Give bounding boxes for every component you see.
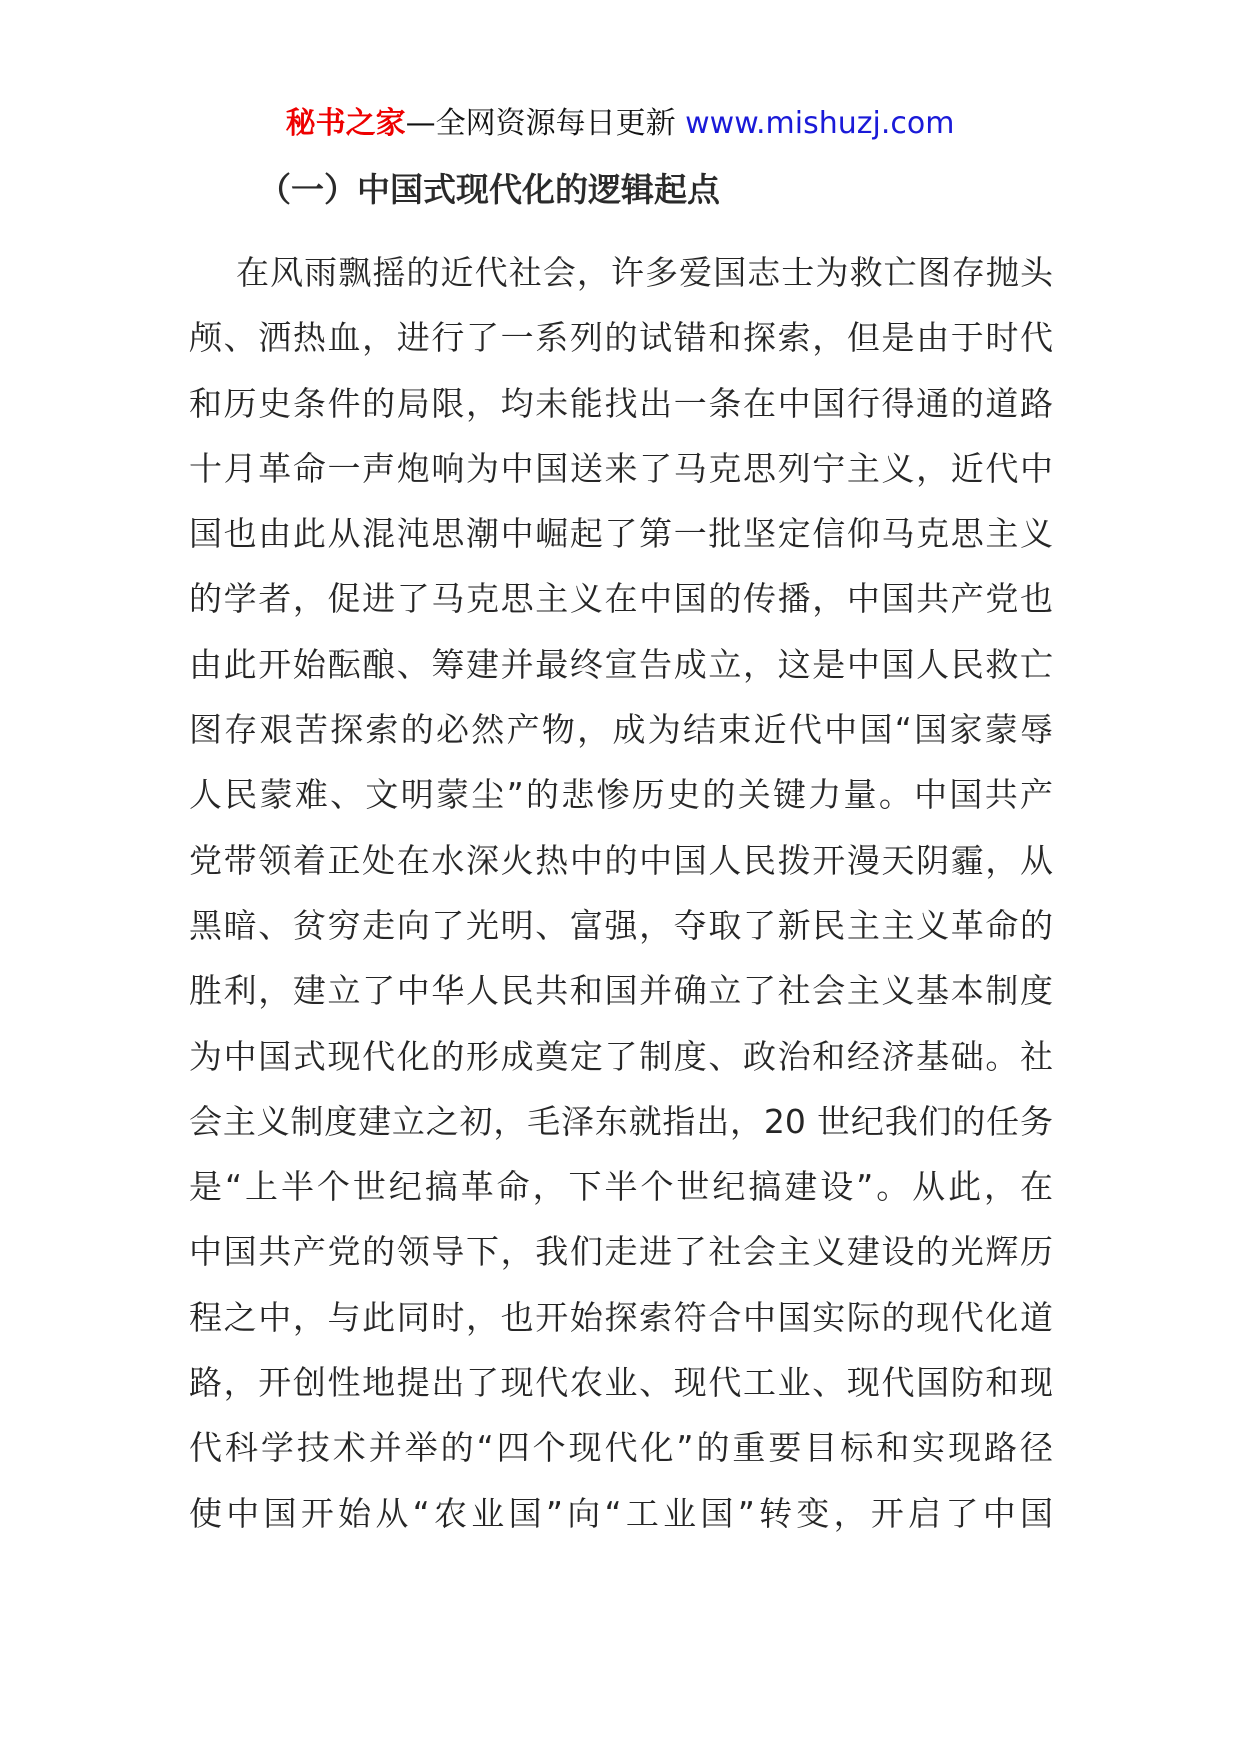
- paragraph-line: 颅、洒热血，进行了一系列的试错和探索，但是由于时代: [189, 318, 1053, 358]
- website-link[interactable]: www.mishuzj.com: [685, 106, 955, 141]
- paragraph-line: 人民蒙难、文明蒙尘”的悲惨历史的关键力量。中国共产: [189, 775, 1053, 815]
- paragraph-line: 代科学技术并举的“四个现代化”的重要目标和实现路径: [189, 1428, 1053, 1468]
- paragraph-line: 为中国式现代化的形成奠定了制度、政治和经济基础。社: [189, 1036, 1053, 1076]
- paragraph-line: 党带领着正处在水深火热中的中国人民拨开漫天阴霾，从: [189, 840, 1053, 880]
- body-paragraph: [189, 240, 1053, 1546]
- paragraph-line: 黑暗、贫穷走向了光明、富强，夺取了新民主主义革命的: [189, 905, 1053, 945]
- paragraph-line: 由此开始酝酿、筹建并最终宣告成立，这是中国人民救亡: [189, 644, 1053, 684]
- header-tagline: —全网资源每日更新: [405, 106, 676, 141]
- paragraph-line: 和历史条件的局限，均未能找出一条在中国行得通的道路: [189, 383, 1053, 423]
- paragraph-line: 的学者，促进了马克思主义在中国的传播，中国共产党也: [189, 579, 1053, 619]
- section-heading: （一）中国式现代化的逻辑起点: [258, 170, 720, 209]
- paragraph-line: 国也由此从混沌思潮中崛起了第一批坚定信仰马克思主义: [189, 514, 1053, 554]
- paragraph-line: 会主义制度建立之初，毛泽东就指出，20 世纪我们的任务: [189, 1101, 1053, 1141]
- paragraph-line: 是“上半个世纪搞革命，下半个世纪搞建设”。从此，在: [189, 1167, 1053, 1207]
- paragraph-line: 胜利，建立了中华人民共和国并确立了社会主义基本制度: [189, 971, 1053, 1011]
- brand-name: 秘书之家: [285, 106, 406, 141]
- paragraph-line: 路，开创性地提出了现代农业、现代工业、现代国防和现: [189, 1363, 1053, 1403]
- paragraph-line: 使中国开始从“农业国”向“工业国”转变，开启了中国: [189, 1493, 1053, 1533]
- paragraph-line: 中国共产党的领导下，我们走进了社会主义建设的光辉历: [189, 1232, 1053, 1272]
- paragraph-line: 在风雨飘摇的近代社会，许多爱国志士为救亡图存抛头: [236, 253, 1053, 292]
- page-header: [0, 98, 1240, 150]
- paragraph-line: 程之中，与此同时，也开始探索符合中国实际的现代化道: [189, 1297, 1053, 1337]
- paragraph-line: 图存艰苦探索的必然产物，成为结束近代中国“国家蒙辱: [189, 710, 1053, 750]
- paragraph-line: 十月革命一声炮响为中国送来了马克思列宁主义，近代中: [189, 448, 1053, 488]
